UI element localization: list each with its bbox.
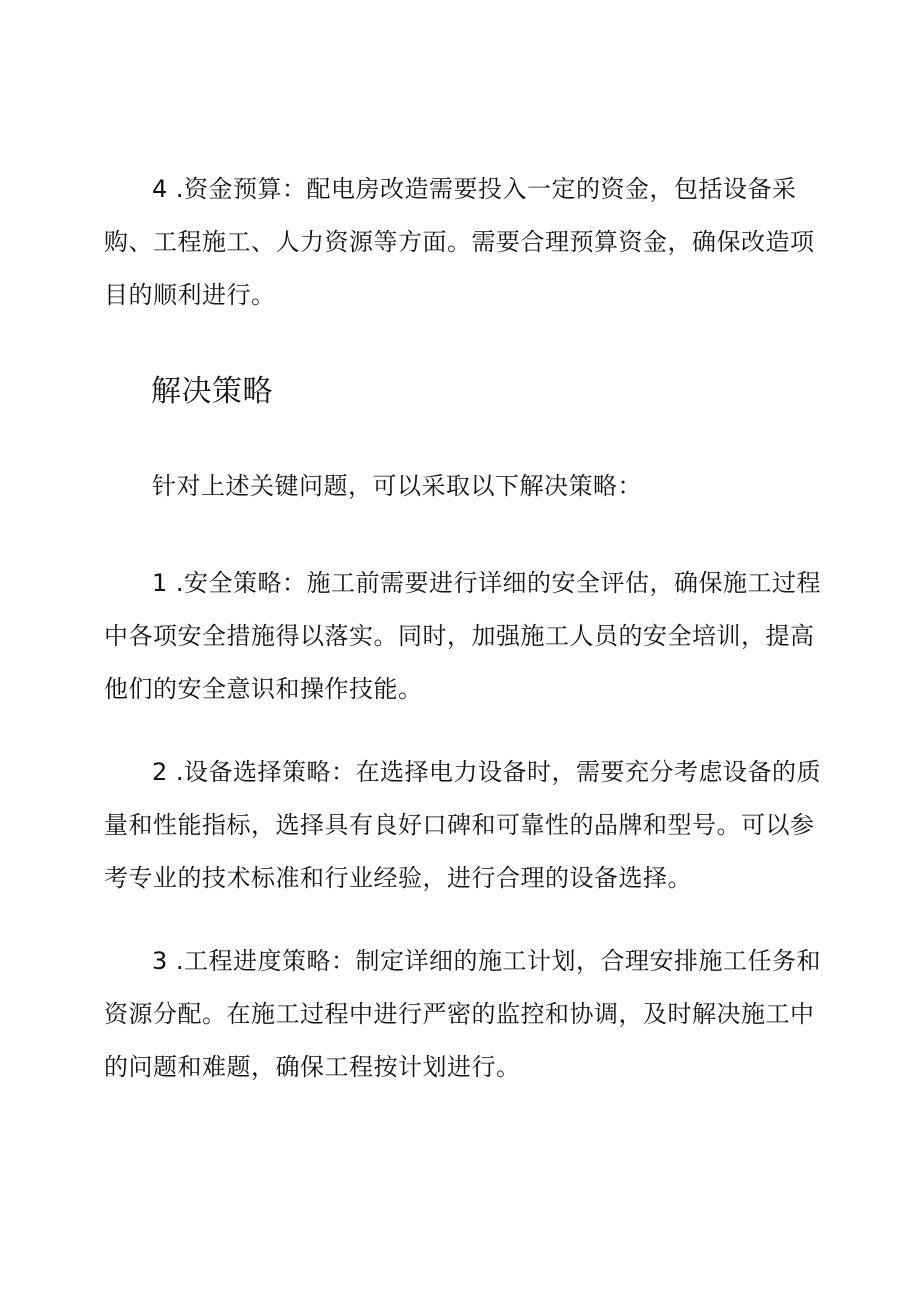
paragraph-intro: 针对上述关键问题，可以采取以下解决策略： (152, 472, 642, 500)
paragraph-schedule-strategy: 3 .工程进度策略：制定详细的施工计划，合理安排施工任务和资源分配。在施工过程中进行严密的监控和协调，及时解决施工中的问题和难题，确保工程按计划进行。 (104, 947, 822, 1081)
section-heading-solution-strategies: 解决策略 (151, 374, 273, 409)
paragraph-equipment-strategy: 2 .设备选择策略：在选择电力设备时，需要充分考虑设备的质量和性能指标，选择具有良好口碑和可靠性的品牌和型号。可以参考专业的技术标准和行业经验，进行合理的设备选择。 (104, 758, 822, 892)
paragraph-safety-strategy: 1 .安全策略：施工前需要进行详细的安全评估，确保施工过程中各项安全措施得以落实。同时，加强施工人员的安全培训，提高他们的安全意识和操作技能。 (104, 569, 822, 703)
paragraph-funding-budget: 4 .资金预算：配电房改造需要投入一定的资金，包括设备采购、工程施工、人力资源等方面。需要合理预算资金，确保改造项目的顺利进行。 (104, 175, 815, 309)
